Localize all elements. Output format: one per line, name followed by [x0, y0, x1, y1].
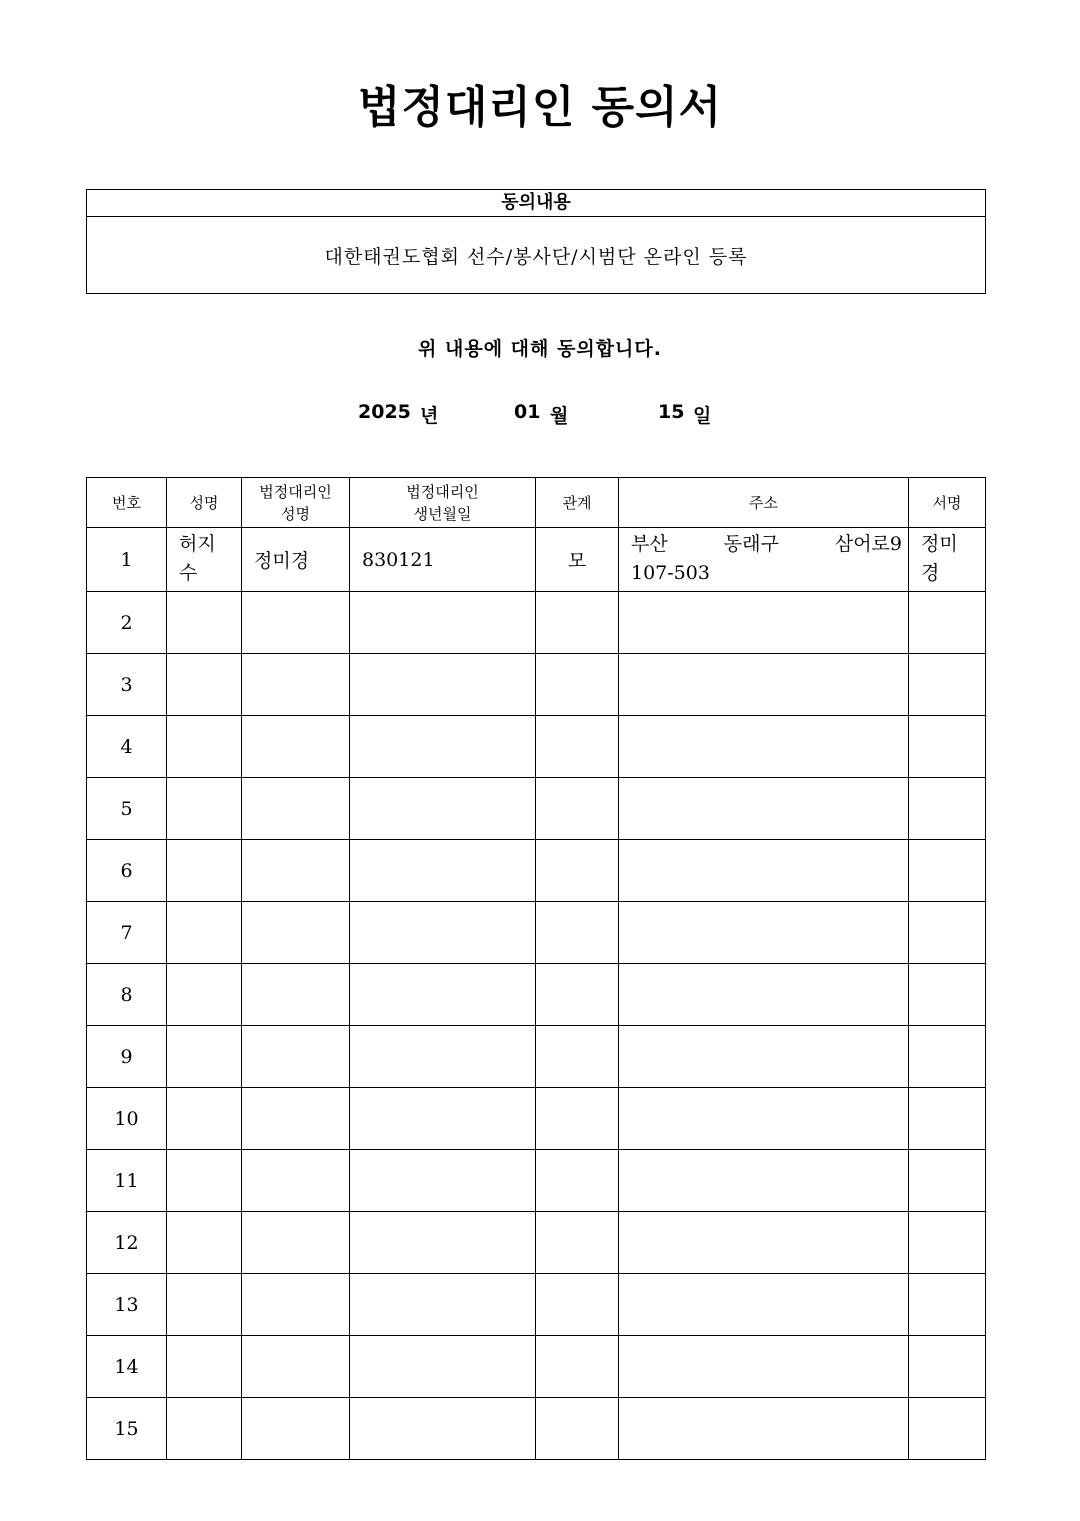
date-month: 01 — [514, 401, 541, 423]
row-address — [619, 1336, 909, 1398]
row-signature — [909, 1088, 986, 1150]
row-signature — [909, 778, 986, 840]
row-guardian-birth — [350, 1212, 536, 1274]
row-name — [167, 716, 242, 778]
table-row — [87, 964, 986, 1026]
row-relation: 모 — [536, 528, 619, 592]
row-name — [167, 778, 242, 840]
row-address — [619, 1398, 909, 1460]
row-signature — [909, 1212, 986, 1274]
date-line — [0, 401, 1080, 429]
header-relation: 관계 — [536, 478, 619, 528]
row-signature — [909, 716, 986, 778]
row-address — [619, 528, 909, 592]
row-relation — [536, 778, 619, 840]
row-relation — [536, 1336, 619, 1398]
row-guardian-name — [242, 964, 350, 1026]
row-guardian-birth — [350, 654, 536, 716]
row-signature-line2: 경 — [921, 562, 940, 584]
row-guardian-birth — [350, 1088, 536, 1150]
row-guardian-name: 정미경 — [242, 528, 350, 592]
row-number: 8 — [87, 964, 167, 1026]
row-address-line1 — [631, 530, 902, 559]
header-guardian-name-line1: 법정대리인 — [259, 482, 332, 501]
row-address — [619, 1150, 909, 1212]
row-number: 12 — [87, 1212, 167, 1274]
row-address — [619, 778, 909, 840]
row-number: 15 — [87, 1398, 167, 1460]
row-guardian-name — [242, 1274, 350, 1336]
table-row — [87, 716, 986, 778]
row-number: 1 — [87, 528, 167, 592]
row-guardian-name — [242, 778, 350, 840]
row-relation — [536, 716, 619, 778]
consent-content — [87, 217, 985, 293]
table-row — [87, 840, 986, 902]
table-row — [87, 528, 986, 592]
page-title: 법정대리인 동의서 — [357, 82, 723, 133]
table-row — [87, 592, 986, 654]
row-address-part-c: 삼어로9 — [834, 533, 902, 555]
row-address — [619, 840, 909, 902]
agree-statement: 위 내용에 대해 동의합니다. — [418, 338, 662, 360]
row-guardian-name — [242, 1336, 350, 1398]
table-header-row — [87, 478, 986, 528]
row-name — [167, 964, 242, 1026]
row-relation — [536, 1212, 619, 1274]
date-year-unit: 년 — [420, 405, 439, 427]
row-guardian-birth — [350, 1026, 536, 1088]
row-signature — [909, 1026, 986, 1088]
row-relation — [536, 1274, 619, 1336]
row-relation — [536, 902, 619, 964]
consent-box — [86, 189, 986, 294]
row-number: 13 — [87, 1274, 167, 1336]
header-no: 번호 — [87, 478, 167, 528]
table-row — [87, 1150, 986, 1212]
row-address — [619, 1026, 909, 1088]
row-guardian-name — [242, 840, 350, 902]
row-address — [619, 654, 909, 716]
row-guardian-birth — [350, 1398, 536, 1460]
row-name — [167, 1274, 242, 1336]
table-row — [87, 1026, 986, 1088]
row-name — [167, 654, 242, 716]
row-name — [167, 1026, 242, 1088]
row-address — [619, 1274, 909, 1336]
row-guardian-name — [242, 1150, 350, 1212]
row-name — [167, 592, 242, 654]
row-guardian-birth — [350, 778, 536, 840]
row-signature — [909, 528, 986, 592]
row-signature — [909, 902, 986, 964]
row-relation — [536, 592, 619, 654]
row-relation — [536, 840, 619, 902]
row-address — [619, 964, 909, 1026]
row-address-line2: 107-503 — [631, 562, 710, 584]
row-signature — [909, 1336, 986, 1398]
date-year: 2025 — [358, 401, 411, 423]
consent-content-text: 대한태권도협회 선수/봉사단/시범단 온라인 등록 — [324, 245, 748, 268]
row-signature — [909, 1274, 986, 1336]
row-number: 5 — [87, 778, 167, 840]
row-address — [619, 592, 909, 654]
row-address — [619, 716, 909, 778]
row-guardian-birth — [350, 902, 536, 964]
row-address-part-b: 동래구 — [723, 533, 779, 555]
row-guardian-name — [242, 902, 350, 964]
row-signature — [909, 654, 986, 716]
row-name-line1: 허지 — [179, 533, 216, 555]
row-relation — [536, 964, 619, 1026]
header-guardian-birth-line2: 생년월일 — [413, 504, 472, 523]
row-guardian-birth — [350, 840, 536, 902]
row-guardian-name — [242, 592, 350, 654]
row-relation — [536, 1088, 619, 1150]
row-signature — [909, 964, 986, 1026]
table-row — [87, 1088, 986, 1150]
row-name — [167, 1088, 242, 1150]
date-month-unit: 월 — [550, 405, 569, 427]
row-guardian-birth — [350, 716, 536, 778]
header-signature: 서명 — [909, 478, 986, 528]
row-guardian-name — [242, 1212, 350, 1274]
row-signature — [909, 1398, 986, 1460]
row-number: 6 — [87, 840, 167, 902]
table-row — [87, 902, 986, 964]
table-row — [87, 1336, 986, 1398]
row-relation — [536, 1398, 619, 1460]
row-signature — [909, 840, 986, 902]
row-number: 14 — [87, 1336, 167, 1398]
row-address — [619, 1212, 909, 1274]
header-guardian-birth-line1: 법정대리인 — [406, 482, 479, 501]
table-row — [87, 778, 986, 840]
row-signature — [909, 1150, 986, 1212]
header-name: 성명 — [167, 478, 242, 528]
row-guardian-birth — [350, 592, 536, 654]
row-name — [167, 528, 242, 592]
row-name — [167, 1336, 242, 1398]
row-name — [167, 1150, 242, 1212]
row-relation — [536, 654, 619, 716]
row-guardian-name — [242, 1398, 350, 1460]
row-guardian-birth — [350, 1336, 536, 1398]
table-row — [87, 1274, 986, 1336]
row-number: 7 — [87, 902, 167, 964]
row-name-line2: 수 — [179, 562, 198, 584]
row-signature — [909, 592, 986, 654]
row-guardian-birth: 830121 — [350, 528, 536, 592]
row-guardian-birth — [350, 964, 536, 1026]
row-address — [619, 902, 909, 964]
row-guardian-name — [242, 1026, 350, 1088]
header-guardian-birth — [350, 478, 536, 528]
row-number: 10 — [87, 1088, 167, 1150]
row-address-part-a: 부산 — [631, 533, 668, 555]
table-row — [87, 1398, 986, 1460]
row-address — [619, 1088, 909, 1150]
guardian-table — [86, 477, 986, 1460]
row-number: 4 — [87, 716, 167, 778]
row-guardian-birth — [350, 1274, 536, 1336]
row-relation — [536, 1026, 619, 1088]
row-number: 3 — [87, 654, 167, 716]
header-address: 주소 — [619, 478, 909, 528]
table-row — [87, 654, 986, 716]
row-guardian-name — [242, 1088, 350, 1150]
row-number: 2 — [87, 592, 167, 654]
row-name — [167, 902, 242, 964]
row-name — [167, 1212, 242, 1274]
row-guardian-birth — [350, 1150, 536, 1212]
row-name — [167, 840, 242, 902]
row-guardian-name — [242, 716, 350, 778]
row-signature-line1: 정미 — [921, 533, 958, 555]
row-number: 11 — [87, 1150, 167, 1212]
row-guardian-name — [242, 654, 350, 716]
row-relation — [536, 1150, 619, 1212]
consent-header: 동의내용 — [87, 190, 985, 217]
table-row — [87, 1212, 986, 1274]
header-guardian-name-line2: 성명 — [281, 504, 310, 523]
date-day-unit: 일 — [693, 405, 712, 427]
header-guardian-name — [242, 478, 350, 528]
row-name — [167, 1398, 242, 1460]
row-number: 9 — [87, 1026, 167, 1088]
date-day: 15 — [658, 401, 685, 423]
